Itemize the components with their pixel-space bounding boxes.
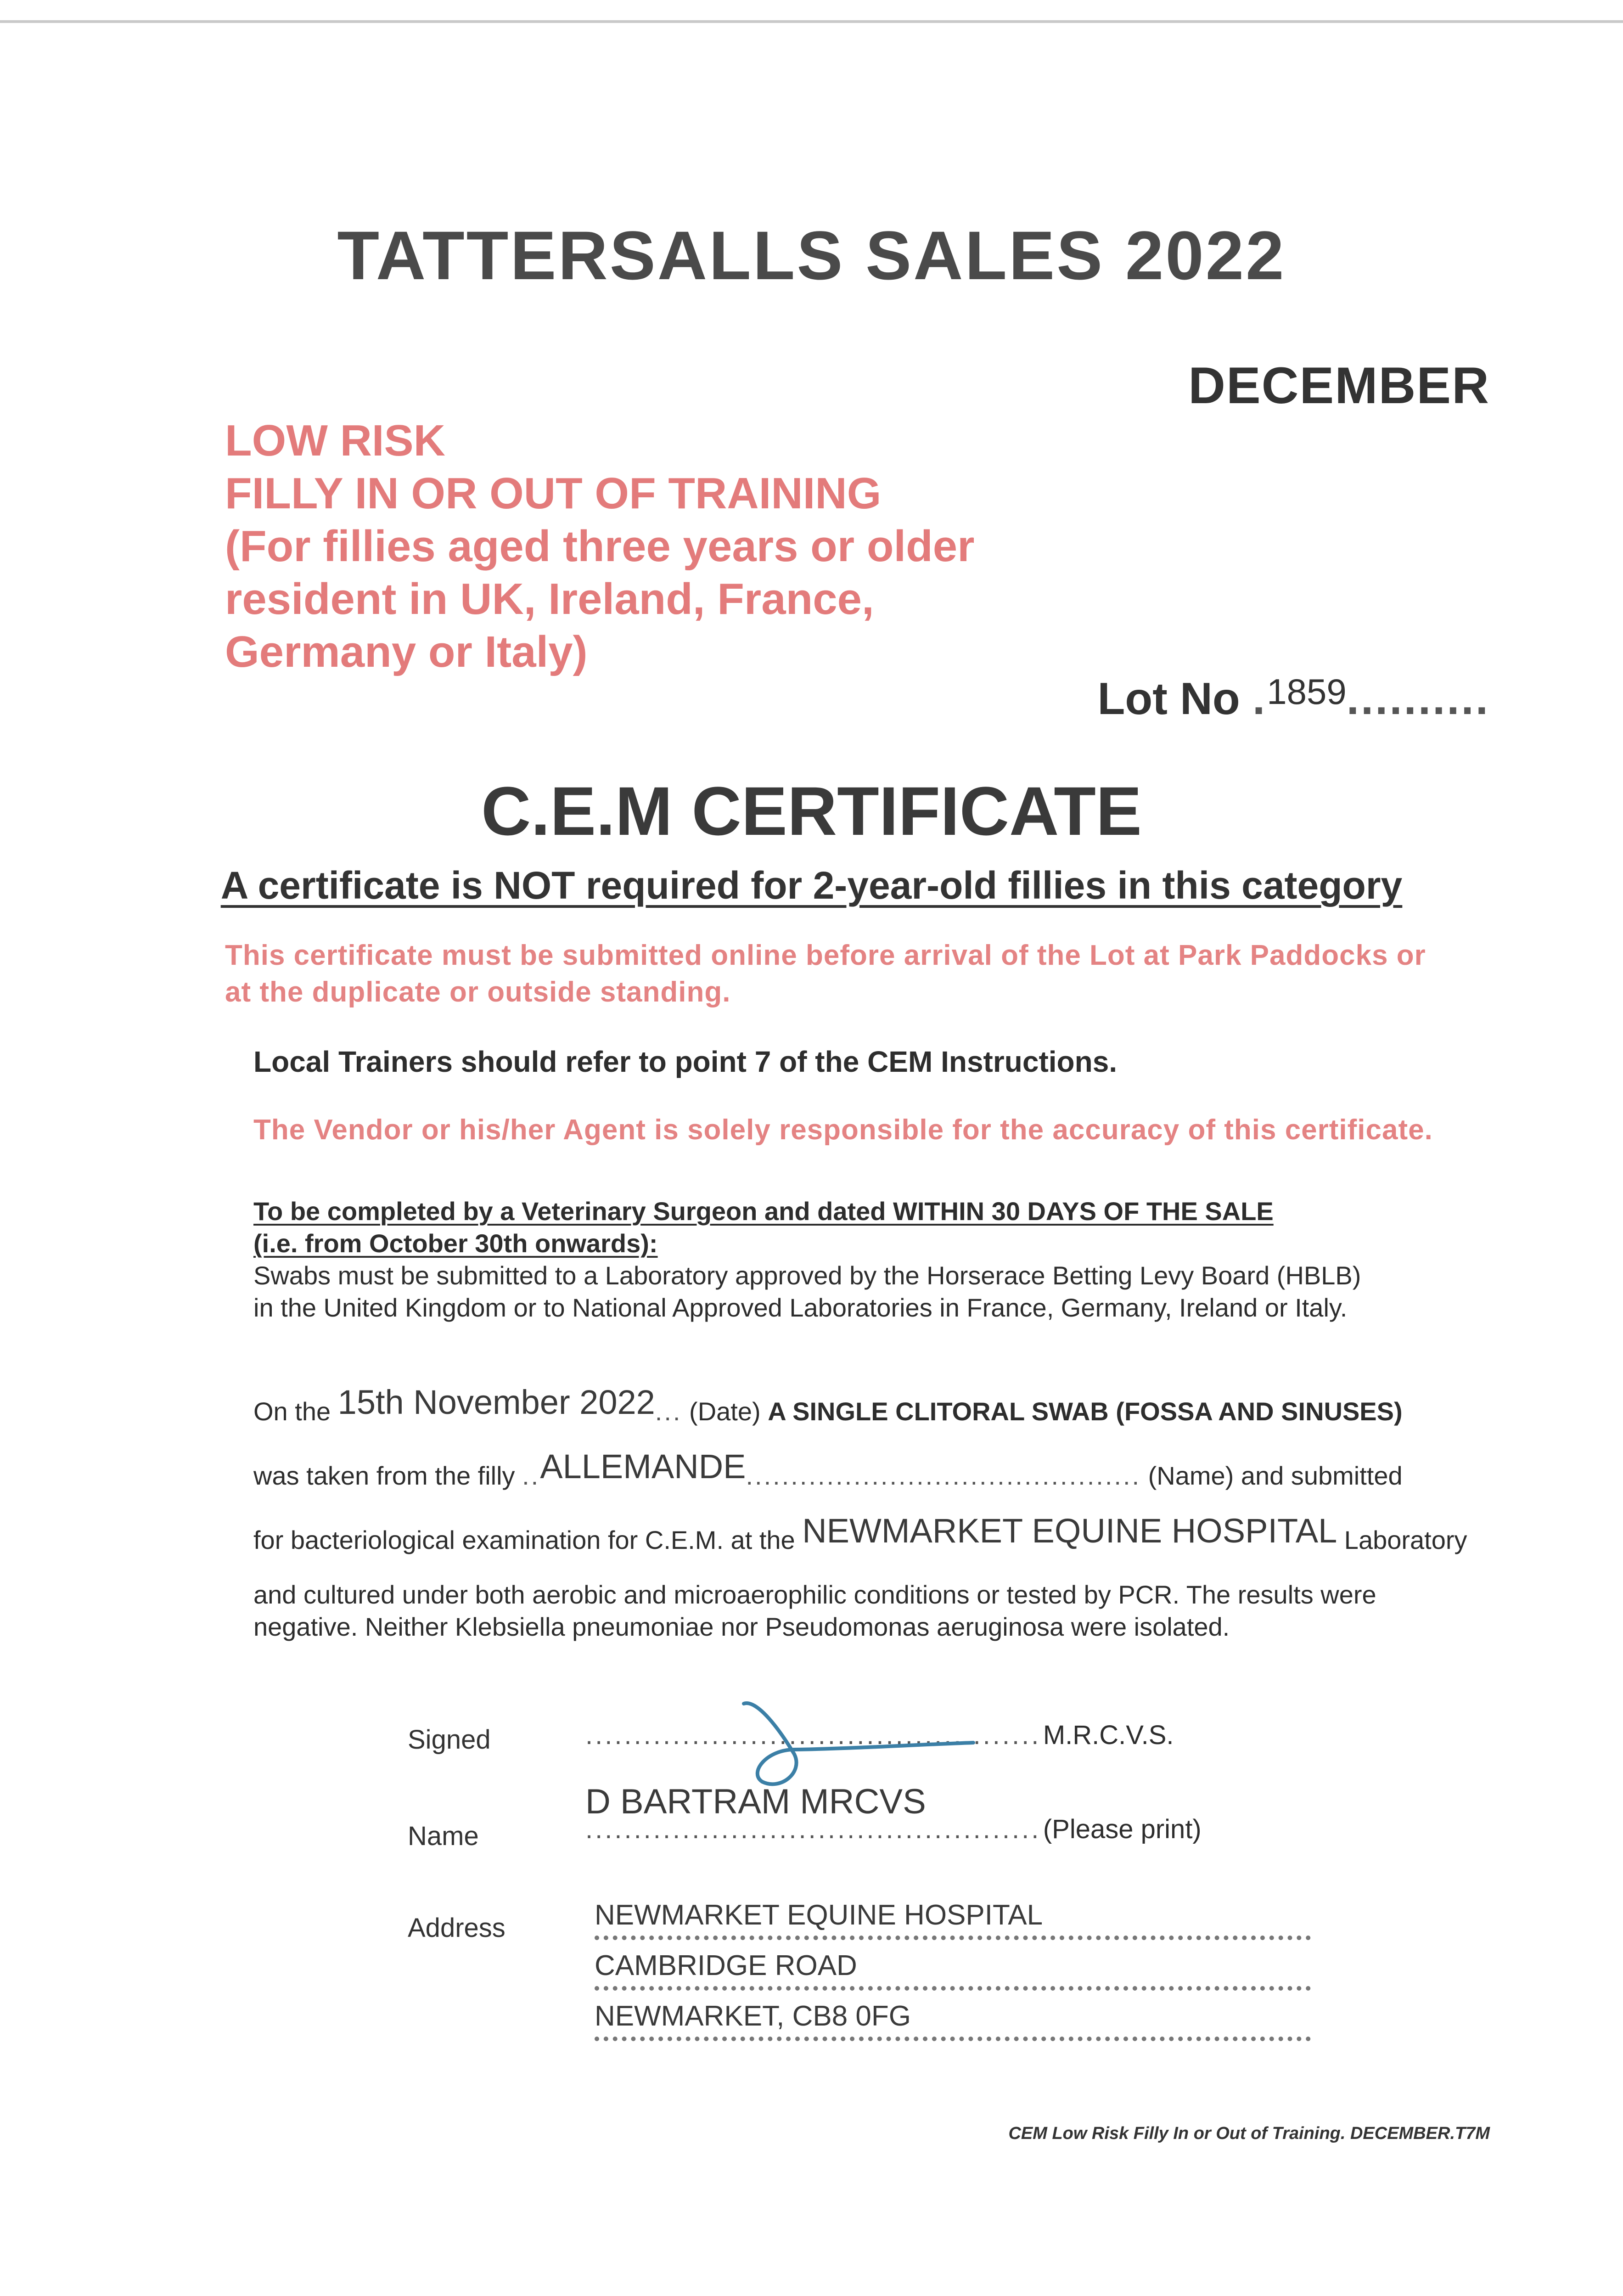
lot-label: Lot No xyxy=(1097,673,1240,724)
certificate-title: C.E.M CERTIFICATE xyxy=(481,772,1142,850)
sale-month: DECEMBER xyxy=(1188,357,1490,414)
mrcvs-suffix: M.R.C.V.S. xyxy=(1043,1720,1174,1750)
filly-row xyxy=(253,1447,1403,1492)
instructions-body: Swabs must be submitted to a Laboratory approved by the Horserace Betting Levy Board (HBLB) xyxy=(253,1261,1361,1290)
lot-number-row xyxy=(1097,673,1490,725)
results-text: and cultured under both aerobic and microaerophilic conditions or tested by PCR. The results were xyxy=(253,1580,1376,1609)
filly-dots: .. xyxy=(522,1461,540,1490)
submission-notice-line: This certificate must be submitted online before arrival of the Lot at Park Paddocks or xyxy=(225,940,1426,971)
vet-name-value[interactable]: D BARTRAM MRCVS xyxy=(585,1782,926,1821)
address-dots xyxy=(595,2037,1311,2041)
top-border xyxy=(0,20,1623,23)
not-required-note: A certificate is NOT required for 2-year-old fillies in this category xyxy=(220,864,1403,907)
please-print-note: (Please print) xyxy=(1043,1814,1202,1844)
date-dots: ... xyxy=(655,1397,682,1426)
address-label: Address xyxy=(408,1913,505,1943)
laboratory-prefix: for bacteriological examination for C.E.M. at the xyxy=(253,1525,795,1554)
sales-title: TATTERSALLS SALES 2022 xyxy=(337,217,1286,294)
form-reference: CEM Low Risk Filly In or Out of Training. DECEMBER.T7M xyxy=(1008,2124,1490,2143)
date-row xyxy=(253,1383,1403,1428)
filly-name-value[interactable]: ALLEMANDE xyxy=(540,1447,746,1486)
address-line[interactable]: NEWMARKET EQUINE HOSPITAL xyxy=(595,1899,1043,1931)
instructions-heading: To be completed by a Veterinary Surgeon and dated WITHIN 30 DAYS OF THE SALE xyxy=(253,1197,1274,1226)
laboratory-row xyxy=(253,1512,1467,1557)
submission-notice-line: at the duplicate or outside standing. xyxy=(225,976,731,1008)
address-line[interactable]: NEWMARKET, CB8 0FG xyxy=(595,2000,911,2032)
category-line: resident in UK, Ireland, France, xyxy=(225,574,874,624)
laboratory-suffix: Laboratory xyxy=(1344,1525,1467,1554)
name-line xyxy=(585,1814,1202,1845)
filly-suffix: (Name) and submitted xyxy=(1148,1461,1403,1490)
address-dots xyxy=(595,1936,1311,1940)
lot-dots: . xyxy=(1252,673,1267,724)
filly-prefix: was taken from the filly xyxy=(253,1461,515,1490)
address-line[interactable]: CAMBRIDGE ROAD xyxy=(595,1950,857,1981)
laboratory-name-value[interactable]: NEWMARKET EQUINE HOSPITAL xyxy=(802,1512,1337,1550)
category-line: LOW RISK xyxy=(225,416,445,465)
vendor-responsibility-note: The Vendor or his/her Agent is solely responsible for the accuracy of this certificate. xyxy=(253,1114,1433,1146)
swab-description: A SINGLE CLITORAL SWAB (FOSSA AND SINUSES) xyxy=(768,1397,1403,1426)
category-line: FILLY IN OR OUT OF TRAINING xyxy=(225,469,882,518)
address-dots xyxy=(595,1986,1311,1991)
category-line: (For fillies aged three years or older xyxy=(225,522,975,571)
signature-dots: ............................................... xyxy=(585,1720,1041,1750)
instructions-body: in the United Kingdom or to National Approved Laboratories in France, Germany, Ireland or Italy. xyxy=(253,1293,1348,1322)
date-prefix: On the xyxy=(253,1397,331,1426)
date-suffix: (Date) xyxy=(689,1397,761,1426)
name-dots: ............................................... xyxy=(585,1814,1041,1844)
lot-number-value[interactable]: 1859 xyxy=(1267,671,1347,712)
filly-dots: ............................................ xyxy=(746,1461,1141,1490)
signed-label: Signed xyxy=(408,1725,491,1755)
swab-date-value[interactable]: 15th November 2022 xyxy=(337,1383,655,1421)
category-line: Germany or Italy) xyxy=(225,627,588,676)
lot-dots: .......... xyxy=(1346,673,1490,724)
instructions-heading: (i.e. from October 30th onwards): xyxy=(253,1229,658,1258)
local-trainers-note: Local Trainers should refer to point 7 of the CEM Instructions. xyxy=(253,1045,1118,1078)
results-text: negative. Neither Klebsiella pneumoniae nor Pseudomonas aeruginosa were isolated. xyxy=(253,1612,1230,1641)
name-label: Name xyxy=(408,1821,479,1851)
